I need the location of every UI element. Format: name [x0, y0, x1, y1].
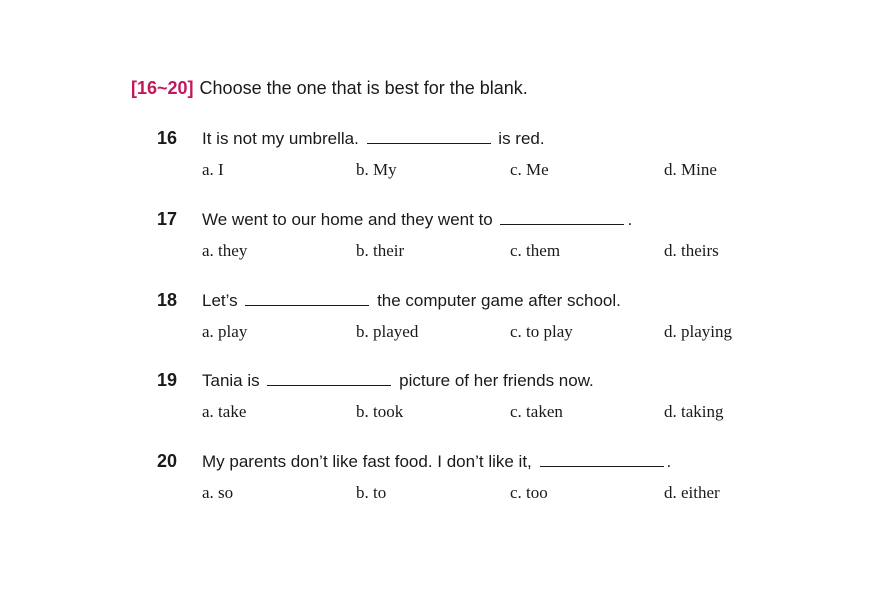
question-text-before: We went to our home and they went to	[202, 210, 493, 229]
question-text	[202, 289, 621, 312]
question-text-before: My parents don’t like fast food. I don’t like it,	[202, 452, 532, 471]
answer-blank	[367, 127, 491, 144]
option-b[interactable]: b. took	[356, 402, 404, 421]
option-d[interactable]: d. either	[664, 483, 720, 502]
option-a[interactable]: a. they	[202, 241, 248, 260]
option-d[interactable]: d. taking	[664, 402, 724, 421]
question-text-before: It is not my umbrella.	[202, 129, 359, 148]
option-d[interactable]: d. Mine	[664, 160, 717, 179]
option-c[interactable]: c. to play	[510, 322, 573, 341]
section-header	[131, 78, 528, 99]
question-18	[157, 289, 797, 353]
option-d[interactable]: d. playing	[664, 322, 732, 341]
question-text	[202, 208, 632, 231]
question-range: [16~20]	[131, 78, 194, 98]
question-text-before: Tania is	[202, 371, 260, 390]
option-d[interactable]: d. theirs	[664, 241, 719, 260]
option-b[interactable]: b. their	[356, 241, 405, 260]
option-a[interactable]: a. so	[202, 483, 234, 502]
question-text-after: picture of her friends now.	[399, 371, 594, 390]
option-c[interactable]: c. Me	[510, 160, 549, 179]
answer-blank	[540, 450, 664, 467]
question-text-after: is red.	[498, 129, 545, 148]
question-19	[157, 369, 797, 433]
question-text	[202, 450, 671, 473]
question-text-after: .	[627, 210, 633, 229]
question-20	[157, 450, 797, 514]
question-number: 17	[157, 209, 178, 229]
answer-blank	[500, 208, 624, 225]
question-number: 20	[157, 451, 178, 471]
option-c[interactable]: c. them	[510, 241, 561, 260]
question-number: 19	[157, 370, 178, 390]
question-number: 18	[157, 290, 178, 310]
question-text-after: .	[666, 452, 672, 471]
answer-blank	[267, 369, 391, 386]
instruction-text: Choose the one that is best for the blank.	[199, 78, 528, 98]
question-text-before: Let’s	[202, 291, 238, 310]
option-c[interactable]: c. too	[510, 483, 548, 502]
option-b[interactable]: b. to	[356, 483, 387, 502]
option-a[interactable]: a. take	[202, 402, 247, 421]
option-c[interactable]: c. taken	[510, 402, 563, 421]
question-text	[202, 369, 594, 392]
option-b[interactable]: b. played	[356, 322, 419, 341]
question-17	[157, 208, 797, 272]
option-b[interactable]: b. My	[356, 160, 397, 179]
option-a[interactable]: a. play	[202, 322, 248, 341]
answer-blank	[245, 289, 369, 306]
question-text-after: the computer game after school.	[377, 291, 621, 310]
question-text	[202, 127, 545, 150]
option-a[interactable]: a. I	[202, 160, 224, 179]
question-16	[157, 127, 797, 191]
question-number: 16	[157, 128, 178, 148]
